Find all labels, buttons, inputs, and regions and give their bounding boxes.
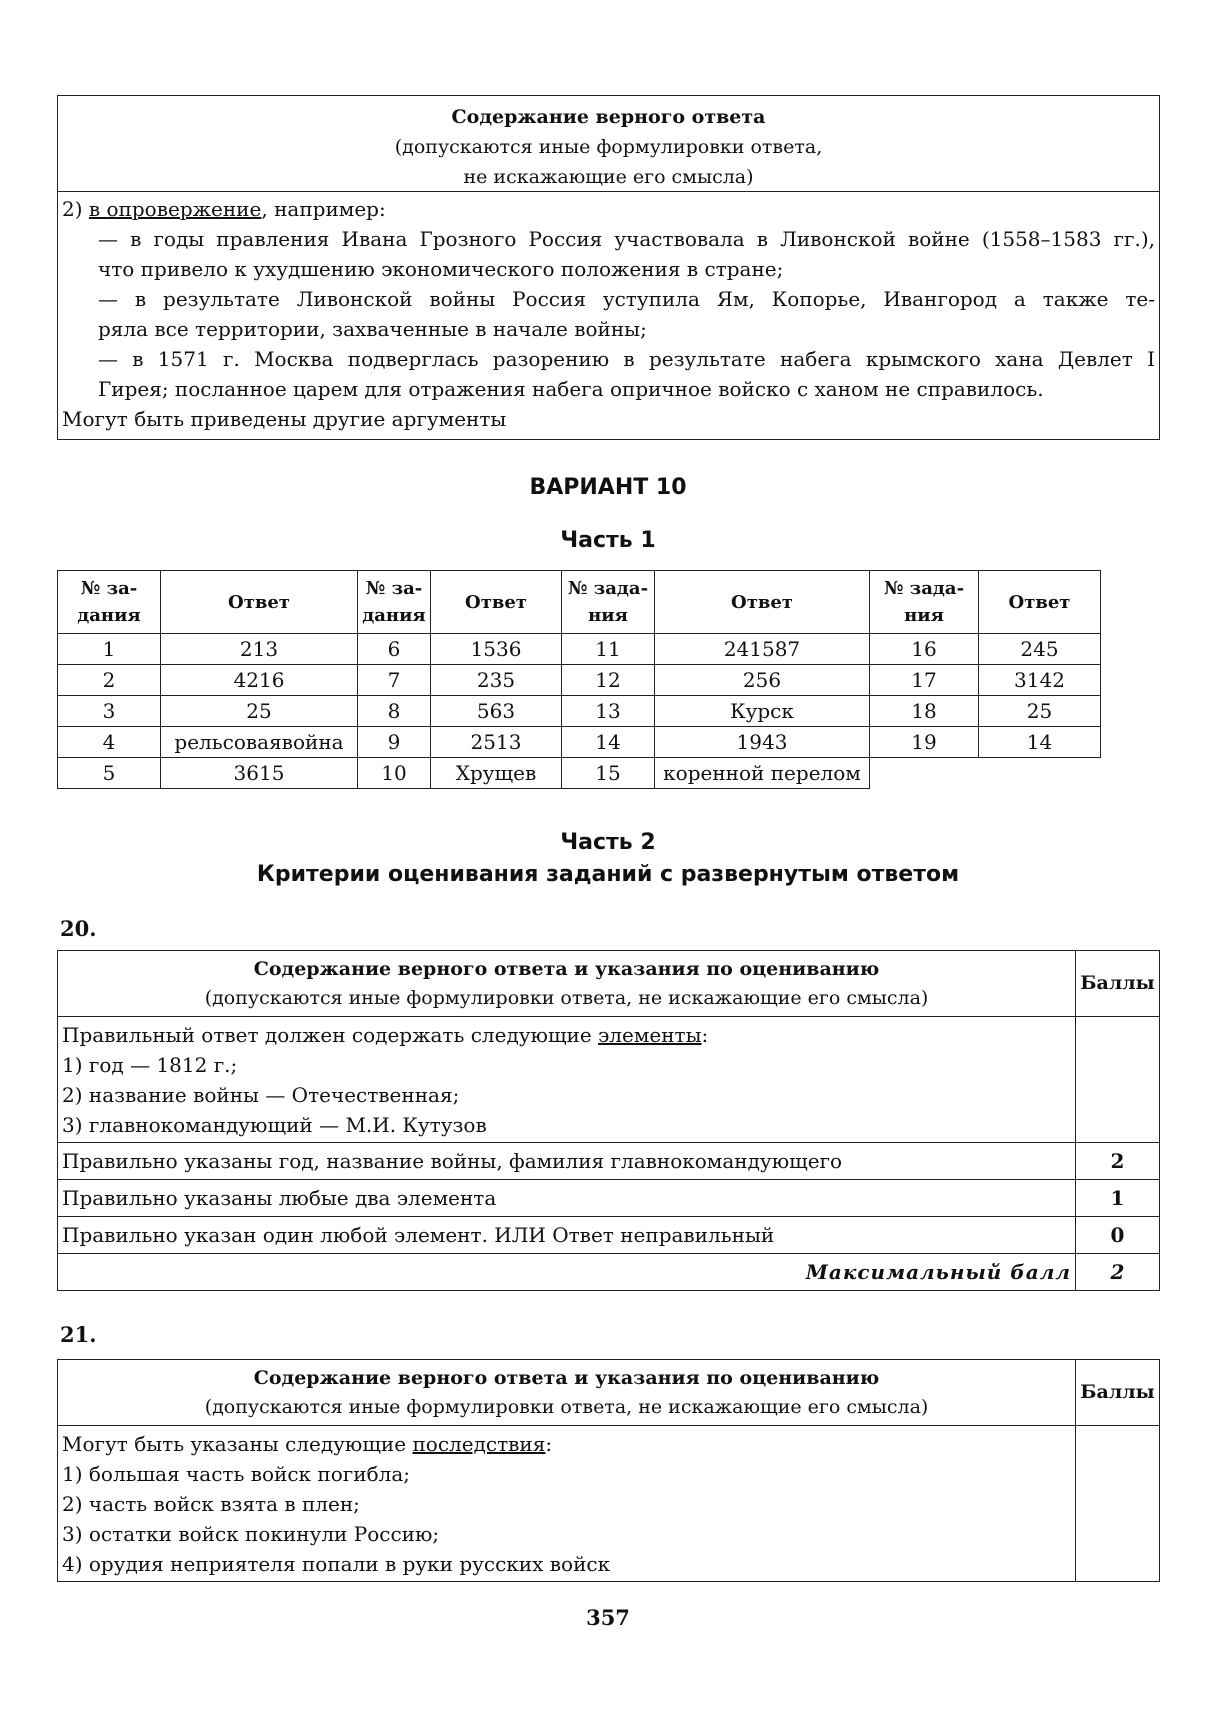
task-number: 13 xyxy=(562,696,655,727)
answer-cell: 1943 xyxy=(655,727,870,758)
header-line: (допускаются иные формулировки ответа, xyxy=(394,136,823,158)
criteria-header-row xyxy=(58,951,1160,1017)
part1-title: Часть 1 xyxy=(560,528,656,553)
question-20-criteria-table xyxy=(57,950,1160,1291)
task-number: 16 xyxy=(870,634,979,665)
task-number-header: № за- дания xyxy=(358,571,431,634)
criterion-points: 1 xyxy=(1076,1180,1160,1217)
answer-footer: Могут быть приведены другие аргументы xyxy=(62,407,507,431)
task-number: 4 xyxy=(58,727,161,758)
task-number: 11 xyxy=(562,634,655,665)
task-number: 17 xyxy=(870,665,979,696)
answers-table xyxy=(57,570,1101,789)
criteria-row xyxy=(58,1180,1160,1217)
table-row xyxy=(58,665,1101,696)
question-21-number: 21. xyxy=(60,1322,97,1347)
empty-cell xyxy=(1076,1017,1160,1143)
criteria-content: Правильный ответ должен содержать следующие элементы: 1) год — 1812 г.; 2) название войны — Отечественная; 3) главнокомандующий — М.И. Кутузов xyxy=(58,1017,1076,1143)
argument-line: — в 1571 г. Москва подверглась разорению в результате набега крымского хана Девлет I xyxy=(98,347,1155,371)
element-item: 3) главнокомандующий — М.И. Кутузов xyxy=(62,1112,487,1137)
task-number: 15 xyxy=(562,758,655,789)
criteria-content: Могут быть указаны следующие последствия: 1) большая часть войск погибла; 2) часть войск взята в плен; 3) остатки войск покинули Россию; 4) орудия неприятеля попали в руки русских войск xyxy=(58,1426,1076,1582)
answer-header: Ответ xyxy=(431,571,562,634)
max-score-value: 2 xyxy=(1076,1254,1160,1291)
consequence-item: 2) часть войск взята в плен; xyxy=(62,1491,360,1516)
criteria-row xyxy=(58,1217,1160,1254)
empty-cell xyxy=(1076,1426,1160,1582)
table-row xyxy=(58,696,1101,727)
points-header: Баллы xyxy=(1076,1360,1160,1426)
answers-header-row xyxy=(58,571,1101,634)
consequence-item: 4) орудия неприятеля попали в руки русских войск xyxy=(62,1551,611,1576)
task-number: 19 xyxy=(870,727,979,758)
answer-cell: 213 xyxy=(161,634,358,665)
task-number-header: № зада- ния xyxy=(562,571,655,634)
criterion-points: 2 xyxy=(1076,1143,1160,1180)
answer-content-header xyxy=(58,96,1159,192)
task-number: 5 xyxy=(58,758,161,789)
element-item: 1) год — 1812 г.; xyxy=(62,1052,238,1077)
task-number: 3 xyxy=(58,696,161,727)
question-20-number: 20. xyxy=(60,916,97,941)
max-score-row xyxy=(58,1254,1160,1291)
answer-cell: 25 xyxy=(161,696,358,727)
consequence-item: 3) остатки войск покинули Россию; xyxy=(62,1521,440,1546)
task-number: 8 xyxy=(358,696,431,727)
task-number-header: № зада- ния xyxy=(870,571,979,634)
answer-content-box xyxy=(57,95,1160,440)
task-number-header: № за- дания xyxy=(58,571,161,634)
answer-cell: 256 xyxy=(655,665,870,696)
table-row xyxy=(58,727,1101,758)
criteria-content-row xyxy=(58,1017,1160,1143)
argument-line: — в годы правления Ивана Грозного Россия участвовала в Ливонской войне (1558–1583 гг.), xyxy=(98,227,1155,251)
part2-subtitle: Критерии оценивания заданий с развернутым ответом xyxy=(256,862,960,887)
criteria-header: Содержание верного ответа и указания по оцениванию (допускаются иные формулировки ответа, не искажающие его смысла) xyxy=(58,1360,1076,1426)
answer-cell: 1536 xyxy=(431,634,562,665)
answer-cell: 241587 xyxy=(655,634,870,665)
answer-cell: Хрущев xyxy=(431,758,562,789)
answer-cell: Курск xyxy=(655,696,870,727)
answer-cell: коренной перелом xyxy=(655,758,870,789)
answer-cell: 245 xyxy=(979,634,1101,665)
answer-cell: 563 xyxy=(431,696,562,727)
answer-cell: 25 xyxy=(979,696,1101,727)
criteria-row xyxy=(58,1143,1160,1180)
answer-cell: 4216 xyxy=(161,665,358,696)
task-number: 18 xyxy=(870,696,979,727)
answer-cell: 3142 xyxy=(979,665,1101,696)
answer-cell: 2513 xyxy=(431,727,562,758)
task-number: 2 xyxy=(58,665,161,696)
task-number: 10 xyxy=(358,758,431,789)
table-row xyxy=(58,758,1101,789)
variant-title: ВАРИАНТ 10 xyxy=(529,475,687,500)
empty-cell xyxy=(870,758,979,789)
criteria-content-row xyxy=(58,1426,1160,1582)
criterion-text: Правильно указан один любой элемент. ИЛИ Ответ неправильный xyxy=(58,1217,1076,1254)
header-line: не искажающие его смысла) xyxy=(463,166,754,188)
task-number: 14 xyxy=(562,727,655,758)
answer-header: Ответ xyxy=(161,571,358,634)
answer-header: Ответ xyxy=(655,571,870,634)
answer-cell: 14 xyxy=(979,727,1101,758)
part2-title: Часть 2 xyxy=(560,830,656,855)
answer-header: Ответ xyxy=(979,571,1101,634)
task-number: 12 xyxy=(562,665,655,696)
argument-line: Гирея; посланное царем для отражения набега опричное войско с ханом не справилось. xyxy=(98,377,1044,401)
criterion-text: Правильно указаны год, название войны, фамилия главнокомандующего xyxy=(58,1143,1076,1180)
argument-line: что привело к ухудшению экономического положения в стране; xyxy=(98,257,784,281)
empty-cell xyxy=(979,758,1101,789)
argument-line: ряла все территории, захваченные в начале войны; xyxy=(98,317,647,341)
max-score-label: Максимальный балл xyxy=(58,1254,1076,1291)
element-item: 2) название войны — Отечественная; xyxy=(62,1082,460,1107)
page-number: 357 xyxy=(586,1605,630,1630)
header-line: Содержание верного ответа xyxy=(451,106,766,128)
answer-cell: 235 xyxy=(431,665,562,696)
task-number: 1 xyxy=(58,634,161,665)
points-header: Баллы xyxy=(1076,951,1160,1017)
task-number: 7 xyxy=(358,665,431,696)
criteria-header: Содержание верного ответа и указания по оцениванию (допускаются иные формулировки ответа, не искажающие его смысла) xyxy=(58,951,1076,1017)
table-row xyxy=(58,634,1101,665)
criterion-text: Правильно указаны любые два элемента xyxy=(58,1180,1076,1217)
argument-line: — в результате Ливонской войны Россия уступила Ям, Копорье, Ивангород а также те- xyxy=(98,287,1155,311)
answer-cell: рельсоваявойна xyxy=(161,727,358,758)
criteria-header-row xyxy=(58,1360,1160,1426)
answer-content-body xyxy=(58,192,1159,434)
task-number: 9 xyxy=(358,727,431,758)
criterion-points: 0 xyxy=(1076,1217,1160,1254)
question-21-criteria-table xyxy=(57,1359,1160,1582)
answer-cell: 3615 xyxy=(161,758,358,789)
task-number: 6 xyxy=(358,634,431,665)
answer-item: 2) в опровержение, например: xyxy=(62,197,386,221)
consequence-item: 1) большая часть войск погибла; xyxy=(62,1461,410,1486)
